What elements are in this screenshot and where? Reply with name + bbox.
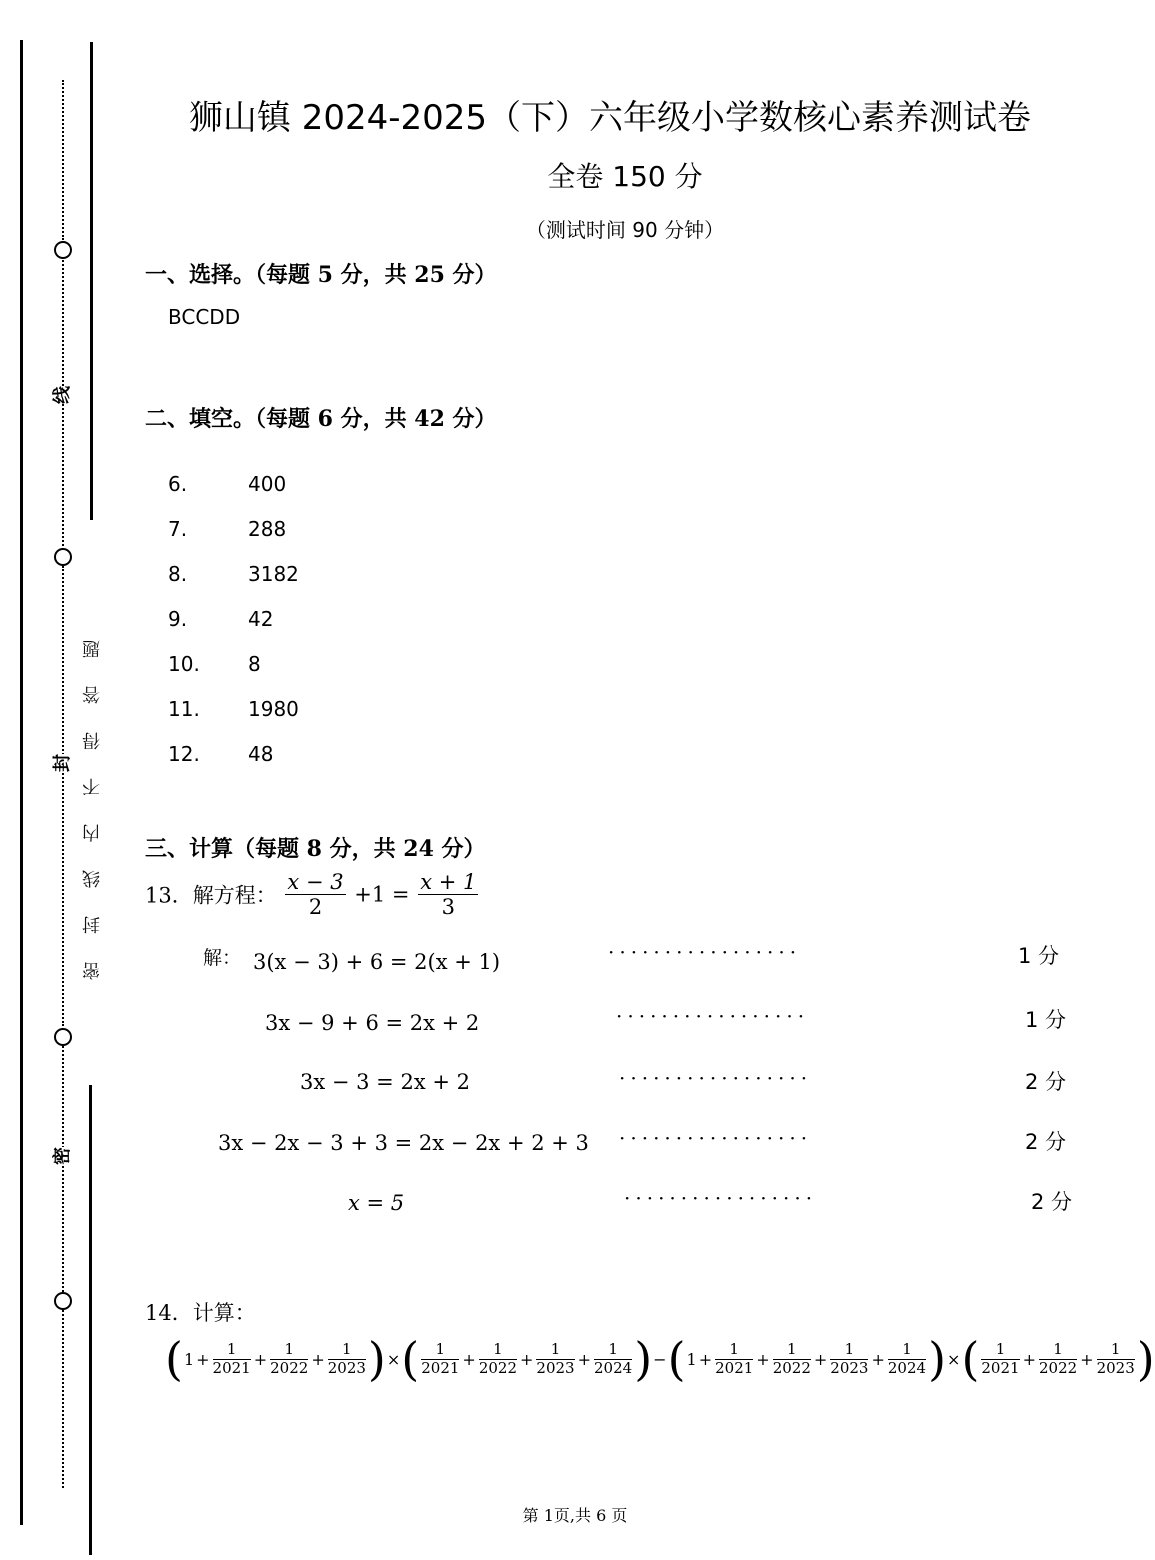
margin-outer-line [20,40,23,1525]
q13-score-1: 1 分 [1018,944,1060,968]
frac-1-2022 [1039,1341,1077,1377]
q14-label: 14．计算： [145,1301,256,1325]
frac-1-2021 [421,1341,459,1377]
q13-step-2: 3x − 9 + 6 = 2x + 2 [265,1011,480,1035]
margin-circle-1 [54,241,72,259]
q13-step-3: 3x − 3 = 2x + 2 [300,1070,470,1094]
paren-close-4: ) [1136,1332,1155,1386]
q13-num2: x + 1 [420,870,477,894]
denominator: 2021 [421,1358,460,1377]
q13-leader-1: ················· [608,940,802,964]
q13-score-3: 2 分 [1025,1070,1067,1094]
q13-score-5: 2 分 [1031,1190,1073,1214]
frac-1-2023 [1097,1341,1135,1377]
denominator: 2023 [1096,1358,1135,1377]
test-time: （测试时间 90 分钟） [525,218,725,242]
denominator: 2022 [1038,1358,1078,1377]
frac-1-2022 [270,1341,308,1377]
plus: + [813,1349,828,1369]
margin-dotted-line-4 [62,1046,64,1292]
margin-dotted-line-2 [62,260,64,550]
section2-heading: 二、填空。（每题 6 分，共 42 分） [145,406,497,432]
paren-open-3: ( [667,1332,686,1386]
section3-heading: 三、计算（每题 8 分，共 24 分） [145,836,486,862]
page-title: 狮山镇 2024-2025（下）六年级小学数核心素养测试卷 [188,98,1032,138]
plus: + [311,1349,325,1369]
denominator: 2023 [327,1358,366,1377]
numerator: 1 [421,1341,459,1359]
margin-dotted-line-5 [62,1310,64,1488]
numerator: 1 [830,1341,868,1359]
denominator: 2022 [270,1358,309,1377]
plus: + [698,1349,713,1369]
fill-val-11: 1980 [248,697,299,721]
numerator: 1 [773,1341,811,1359]
section1-answers: BCCDD [168,305,241,329]
q14-expression [165,1332,1155,1386]
q13-step-4: 3x − 2x − 3 + 3 = 2x − 2x + 2 + 3 [218,1131,589,1155]
q13-leader-5: ················· [624,1186,818,1210]
times: × [947,1349,961,1369]
section1-heading: 一、选择。（每题 5 分，共 25 分） [145,262,497,288]
numerator: 1 [536,1341,574,1359]
margin-instruction: 密封线内不得答题 [82,612,103,980]
paren-open-4: ( [961,1332,980,1386]
plus: + [520,1349,534,1369]
numerator: 1 [1039,1341,1077,1359]
numerator: 1 [1097,1341,1135,1359]
denominator: 2023 [830,1358,869,1377]
q13-statement [145,870,480,919]
q13-frac-right [418,870,478,919]
fill-num-9: 9. [168,607,188,631]
paren-close-3: ) [928,1332,947,1386]
denominator: 2023 [536,1358,575,1377]
denominator: 2021 [981,1358,1020,1377]
fill-num-6: 6. [168,472,188,496]
q13-leader-4: ················· [619,1126,813,1150]
q13-den1: 2 [308,895,323,920]
numerator: 1 [479,1341,517,1359]
numerator: 1 [594,1341,632,1359]
numerator: 1 [270,1341,308,1359]
margin-char-xian: 线 [48,386,74,404]
numerator: 1 [213,1341,251,1359]
plus: + [462,1349,476,1369]
frac-1-2024 [594,1341,632,1377]
times: × [386,1349,401,1369]
fill-num-8: 8. [168,562,188,586]
term-one-1: 1 [183,1349,195,1369]
frac-1-2022 [773,1341,811,1377]
fill-val-9: 42 [248,607,274,631]
margin-circle-4 [54,1292,72,1310]
q13-step-5: x = 5 [348,1191,405,1215]
frac-1-2021 [715,1341,753,1377]
paren-close-2: ) [634,1332,653,1386]
frac-1-2023 [536,1341,574,1377]
frac-1-2021 [981,1341,1019,1377]
plus: + [253,1349,268,1369]
q13-label: 13．解方程： [145,883,277,908]
numerator: 1 [715,1341,753,1359]
numerator: 1 [888,1341,926,1359]
denominator: 2024 [594,1358,633,1377]
page-number: 第 1页,共 6 页 [522,1506,628,1525]
fill-num-7: 7. [168,517,188,541]
numerator: 1 [981,1341,1019,1359]
q13-den2: 3 [441,895,455,920]
q13-frac-left [285,870,345,919]
margin-circle-2 [54,548,72,566]
denominator: 2021 [715,1358,754,1377]
q13-step-1: 3(x − 3) + 6 = 2(x + 1) [253,950,501,974]
plus: + [196,1349,210,1369]
denominator: 2024 [887,1358,927,1377]
paren-close-1: ) [367,1332,386,1386]
frac-1-2021 [213,1341,251,1377]
denominator: 2022 [478,1358,518,1377]
q13-score-4: 2 分 [1025,1130,1067,1154]
plus: + [1022,1349,1036,1369]
fill-num-11: 11. [168,697,200,721]
fill-val-12: 48 [248,742,274,766]
plus: + [577,1349,592,1369]
frac-1-2024 [888,1341,926,1377]
margin-char-feng: 封 [48,754,74,772]
margin-dotted-line-3 [62,566,64,1026]
q13-num1: x − 3 [287,870,344,894]
paren-open-1: ( [165,1332,183,1386]
fill-val-8: 3182 [248,562,299,586]
fill-num-12: 12. [168,742,200,766]
frac-1-2022 [479,1341,517,1377]
fill-val-6: 400 [248,472,287,496]
fill-val-10: 8 [248,652,261,676]
numerator: 1 [328,1341,366,1359]
minus: − [653,1349,667,1369]
frac-1-2023 [830,1341,868,1377]
plus: + [871,1349,885,1369]
q13-mid: +1 = [354,882,410,907]
q13-leader-3: ················· [619,1066,813,1090]
fill-val-7: 288 [248,517,287,541]
plus: + [756,1349,770,1369]
margin-inner-line-bottom [89,1085,92,1555]
margin-circle-3 [54,1028,72,1046]
q13-solve-label: 解： [203,947,242,969]
fill-num-10: 10. [168,652,200,676]
plus: + [1080,1349,1094,1369]
frac-1-2023 [328,1341,366,1377]
q13-score-2: 1 分 [1025,1008,1067,1032]
q13-leader-2: ················· [616,1004,810,1028]
denominator: 2021 [212,1358,251,1377]
denominator: 2022 [772,1358,811,1377]
margin-char-mi: 密 [48,1147,74,1165]
term-one-2: 1 [686,1349,697,1369]
total-score: 全卷 150 分 [547,160,703,193]
paren-open-2: ( [401,1332,420,1386]
